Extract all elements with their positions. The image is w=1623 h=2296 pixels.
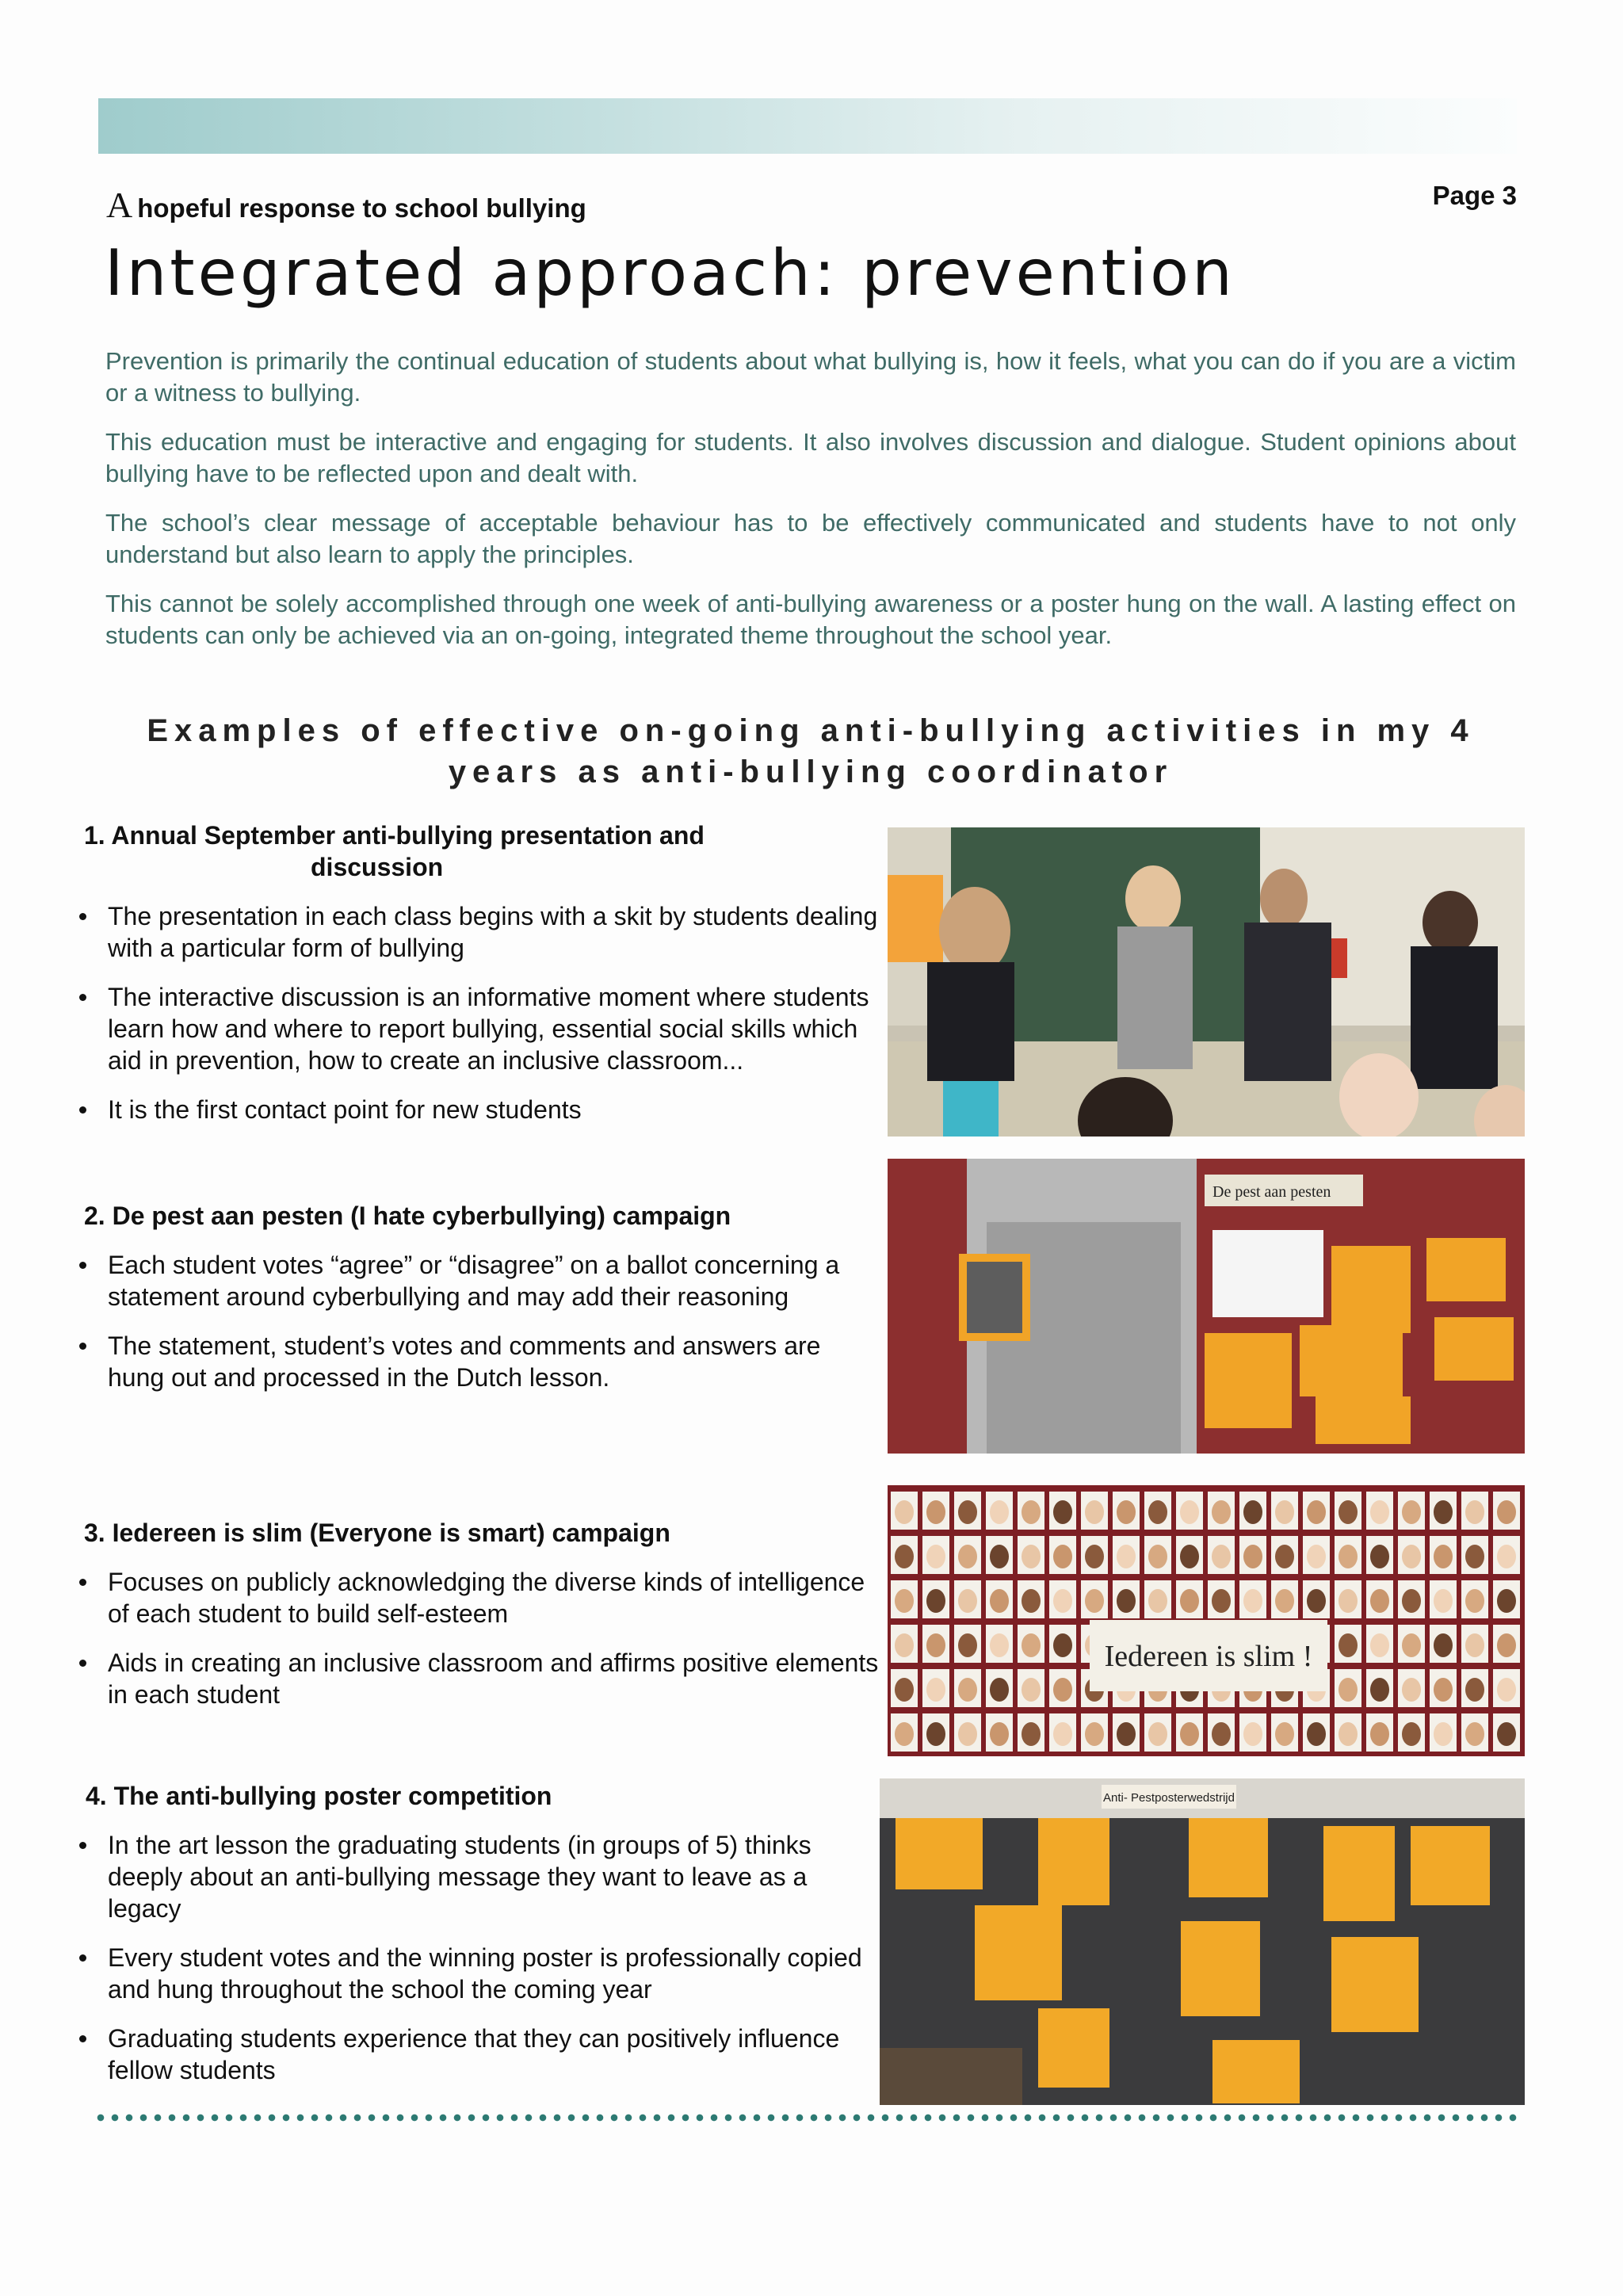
activity-heading: 3. Iedereen is slim (Everyone is smart) campaign	[84, 1519, 670, 1547]
list-item	[73, 2023, 881, 2086]
bullet-icon	[79, 1106, 86, 1114]
bullet-list	[73, 1249, 881, 1393]
cyberbullying-board-image	[888, 1159, 1525, 1454]
list-item-text: Every student votes and the winning poster is professionally copied and hung throughout the school the coming year	[108, 1943, 862, 2004]
poster-banner-text: Anti- Pestposterwedstrijd	[1103, 1791, 1235, 1805]
list-item-text: Focuses on publicly acknowledging the diverse kinds of intelligence of each student to build self-esteem	[108, 1568, 865, 1628]
list-item	[73, 1647, 881, 1710]
running-title-initial: A	[106, 185, 133, 225]
list-item	[73, 981, 881, 1076]
poster-competition-image	[880, 1778, 1525, 2105]
cyberbullying-board-photo	[888, 1159, 1525, 1454]
bullet-icon	[79, 1842, 86, 1849]
bullet-icon	[79, 1579, 86, 1586]
bullet-icon	[79, 2035, 86, 2042]
bullet-list	[73, 1829, 881, 2086]
classroom-skit-image	[888, 827, 1525, 1137]
list-item-text: Each student votes “agree” or “disagree” on a ballot concerning a statement around cyberbullying and may add their reasoning	[108, 1251, 840, 1311]
classroom-skit-photo	[888, 827, 1525, 1137]
examples-heading: Examples of effective on-going anti-bullying activities in my 4 years as anti-bullying coordinator	[147, 713, 1475, 789]
list-item-text: The statement, student’s votes and comments and answers are hung out and processed in the Dutch lesson.	[108, 1331, 821, 1392]
list-item	[73, 1330, 881, 1393]
bullet-icon	[79, 994, 86, 1001]
running-title-text: hopeful response to school bullying	[137, 193, 586, 223]
bullet-icon	[79, 1262, 86, 1269]
list-item	[73, 1829, 881, 1924]
list-item	[73, 1249, 881, 1312]
activity-heading-line: 1. Annual September anti-bullying presentation and	[84, 821, 705, 850]
slim-banner-text: Iedereen is slim !	[1104, 1640, 1313, 1673]
activity-section-4	[73, 1780, 881, 2103]
list-item-text: The interactive discussion is an informative moment where students learn how and where to report bullying, essential social skills which aid in prevention, how to create an inclusive classroom...	[108, 983, 869, 1075]
bullet-list	[73, 1566, 881, 1710]
bullet-icon	[79, 1954, 86, 1962]
page-number: Page 3	[1432, 181, 1517, 210]
activity-heading: 4. The anti-bullying poster competition	[86, 1782, 552, 1810]
bullet-icon	[79, 913, 86, 920]
list-item	[73, 900, 881, 964]
activity-section-3	[73, 1517, 881, 1728]
list-item-text: In the art lesson the graduating students (in groups of 5) thinks deeply about an anti-bullying message they want to leave as a legacy	[108, 1831, 812, 1923]
intro-paragraph: This education must be interactive and engaging for students. It also involves discussion and dialogue. Student opinions about bullying have to be reflected upon and dealt with.	[105, 428, 1516, 487]
intro-paragraph: The school’s clear message of acceptable behaviour has to be effectively communicated and students have to not only understand but also learn to apply the principles.	[105, 509, 1516, 568]
list-item	[73, 1094, 881, 1125]
bullet-list	[73, 900, 881, 1125]
bullet-icon	[79, 1660, 86, 1667]
bullet-icon	[79, 1343, 86, 1350]
activity-section-2	[73, 1200, 881, 1411]
page-title: Integrated approach: prevention	[105, 236, 1235, 310]
poster-competition-photo	[880, 1778, 1525, 2105]
list-item	[73, 1942, 881, 2005]
dotted-divider	[94, 2113, 1520, 2122]
board-sign-text: De pest aan pesten	[1212, 1183, 1331, 1201]
list-item-text: The presentation in each class begins with a skit by students dealing with a particular form of bullying	[108, 902, 878, 962]
everyone-is-smart-photo	[888, 1485, 1525, 1756]
activity-section-1	[73, 819, 881, 1143]
intro-paragraph: Prevention is primarily the continual education of students about what bullying is, how it feels, what you can do if you are a victim or a witness to bullying.	[105, 347, 1516, 407]
list-item-text: Aids in creating an inclusive classroom and affirms positive elements in each student	[108, 1648, 879, 1709]
list-item	[73, 1566, 881, 1629]
everyone-is-smart-image	[888, 1485, 1525, 1756]
activity-heading-line: discussion	[311, 853, 444, 881]
intro-paragraph: This cannot be solely accomplished through one week of anti-bullying awareness or a poster hung on the wall. A lasting effect on students can only be achieved via an on-going, integrated theme throughout the school year.	[105, 590, 1516, 649]
list-item-text: It is the first contact point for new students	[108, 1095, 582, 1124]
header-gradient-bar	[98, 98, 1517, 154]
running-title	[106, 184, 586, 226]
activity-heading	[84, 819, 881, 883]
list-item-text: Graduating students experience that they can positively influence fellow students	[108, 2024, 840, 2084]
intro-text	[105, 346, 1516, 669]
activity-heading: 2. De pest aan pesten (I hate cyberbullying) campaign	[84, 1201, 731, 1230]
